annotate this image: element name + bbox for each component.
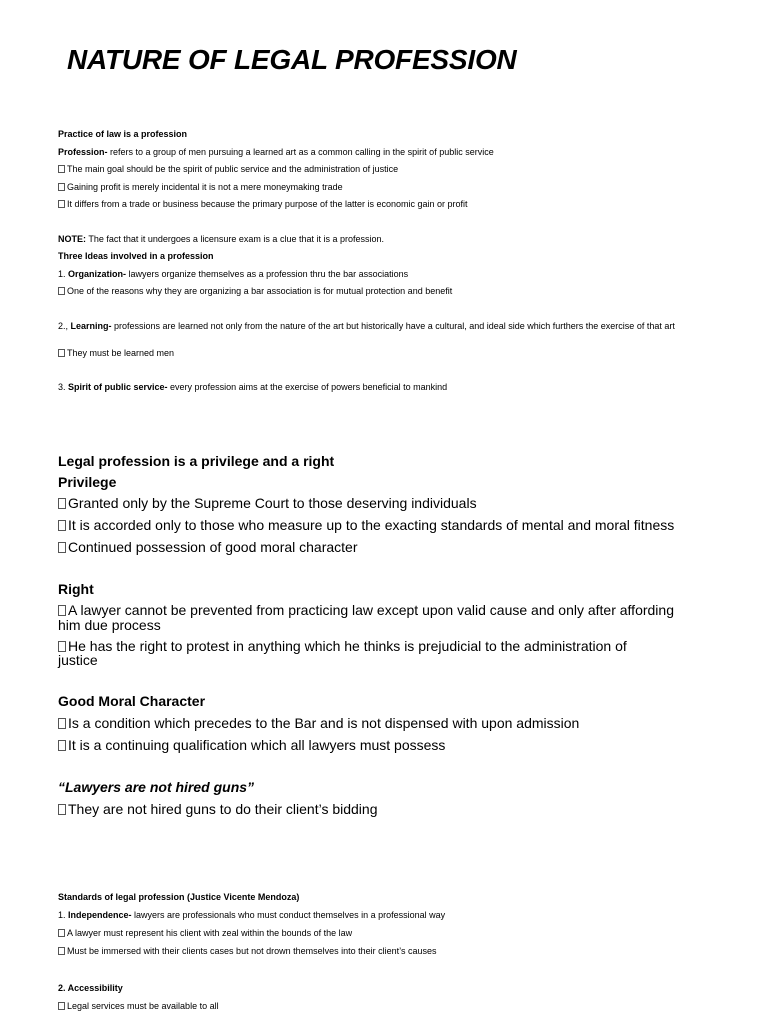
bullet-icon: [58, 498, 66, 509]
profession-def-text: refers to a group of men pursuing a learned art as a common calling in the spirit of public service: [107, 147, 494, 157]
bullet-icon: [58, 520, 66, 531]
profession-definition: [58, 147, 494, 157]
list-item-continuation: him due process: [58, 617, 161, 633]
note-term: NOTE:: [58, 234, 86, 244]
good-moral-character-heading: Good Moral Character: [58, 693, 206, 709]
bullet-text: It differs from a trade or business because the primary purpose of the latter is economic gain or profit: [67, 199, 468, 209]
bullet-icon: [58, 804, 66, 815]
bullet-icon: [58, 740, 66, 751]
bullet-icon: [58, 165, 65, 173]
list-item-continuation: justice: [58, 652, 98, 668]
section-heading-privilege-right: Legal profession is a privilege and a right: [58, 453, 335, 469]
list-item: [58, 348, 174, 358]
bullet-icon: [58, 542, 66, 553]
bullet-text: They must be learned men: [67, 348, 175, 358]
ideas-heading: Three Ideas involved in a profession: [58, 251, 214, 261]
list-item: [58, 182, 343, 192]
note-text: The fact that it undergoes a licensure exam is a clue that it is a profession.: [86, 234, 384, 244]
list-item: [58, 517, 674, 533]
bullet-icon: [58, 641, 66, 652]
section-heading-practice: Practice of law is a profession: [58, 129, 188, 139]
hired-guns-heading: “Lawyers are not hired guns”: [58, 779, 255, 795]
list-item: [58, 495, 477, 511]
bullet-text: The main goal should be the spirit of public service and the administration of justice: [67, 164, 399, 174]
idea-organization: 1. Organization- lawyers organize themselves as a profession thru the bar associations: [58, 269, 409, 279]
bullet-text: They are not hired guns to do their client’s bidding: [68, 801, 378, 817]
bullet-text: Gaining profit is merely incidental it is not a mere moneymaking trade: [67, 182, 343, 192]
privilege-heading: Privilege: [58, 474, 117, 490]
bullet-icon: [58, 947, 65, 955]
bullet-text: Granted only by the Supreme Court to those deserving individuals: [68, 495, 477, 511]
bullet-text: He has the right to protest in anything which he thinks is prejudicial to the administration of: [68, 638, 627, 654]
bullet-text: It is accorded only to those who measure up to the exacting standards of mental and moral fitness: [68, 517, 675, 533]
standards-heading: Standards of legal profession (Justice Vicente Mendoza): [58, 892, 300, 902]
list-item: [58, 1001, 219, 1011]
idea-learning: 2., Learning- professions are learned not only from the nature of the art but historically have a cultural, and ideal side which furthers the exercise of that art: [58, 321, 675, 331]
list-item: [58, 946, 437, 956]
bullet-text: Must be immersed with their clients cases but not drown themselves into their client’s causes: [67, 946, 437, 956]
list-item: [58, 715, 579, 731]
profession-term: Profession-: [58, 147, 108, 157]
bullet-icon: [58, 718, 66, 729]
list-item: [58, 539, 358, 555]
bullet-icon: [58, 287, 65, 295]
bullet-text: Is a condition which precedes to the Bar and is not dispensed with upon admission: [68, 715, 580, 731]
note: [58, 234, 384, 244]
list-item: [58, 199, 468, 209]
list-item: [58, 928, 352, 938]
idea-public-service: 3. Spirit of public service- every profession aims at the exercise of powers beneficial to mankind: [58, 382, 448, 392]
bullet-icon: [58, 605, 66, 616]
bullet-text: A lawyer cannot be prevented from practicing law except upon valid cause and only after affording: [68, 602, 674, 618]
bullet-text: Continued possession of good moral character: [68, 539, 358, 555]
bullet-icon: [58, 183, 65, 191]
page-title: NATURE OF LEGAL PROFESSION: [67, 44, 517, 75]
list-item: [58, 801, 378, 817]
list-item: [58, 638, 627, 654]
bullet-text: One of the reasons why they are organizing a bar association is for mutual protection and benefit: [67, 286, 453, 296]
list-item: [58, 602, 674, 618]
bullet-icon: [58, 349, 65, 357]
right-heading: Right: [58, 581, 94, 597]
bullet-icon: [58, 200, 65, 208]
bullet-text: It is a continuing qualification which all lawyers must possess: [68, 737, 446, 753]
standard-independence: 1. Independence- lawyers are professionals who must conduct themselves in a professional way: [58, 910, 446, 920]
bullet-icon: [58, 1002, 65, 1010]
standard-accessibility: 2. Accessibility: [58, 983, 123, 993]
bullet-icon: [58, 929, 65, 937]
list-item: [58, 164, 398, 174]
list-item: [58, 737, 445, 753]
list-item: [58, 286, 452, 296]
bullet-text: Legal services must be available to all: [67, 1001, 219, 1011]
bullet-text: A lawyer must represent his client with zeal within the bounds of the law: [67, 928, 353, 938]
